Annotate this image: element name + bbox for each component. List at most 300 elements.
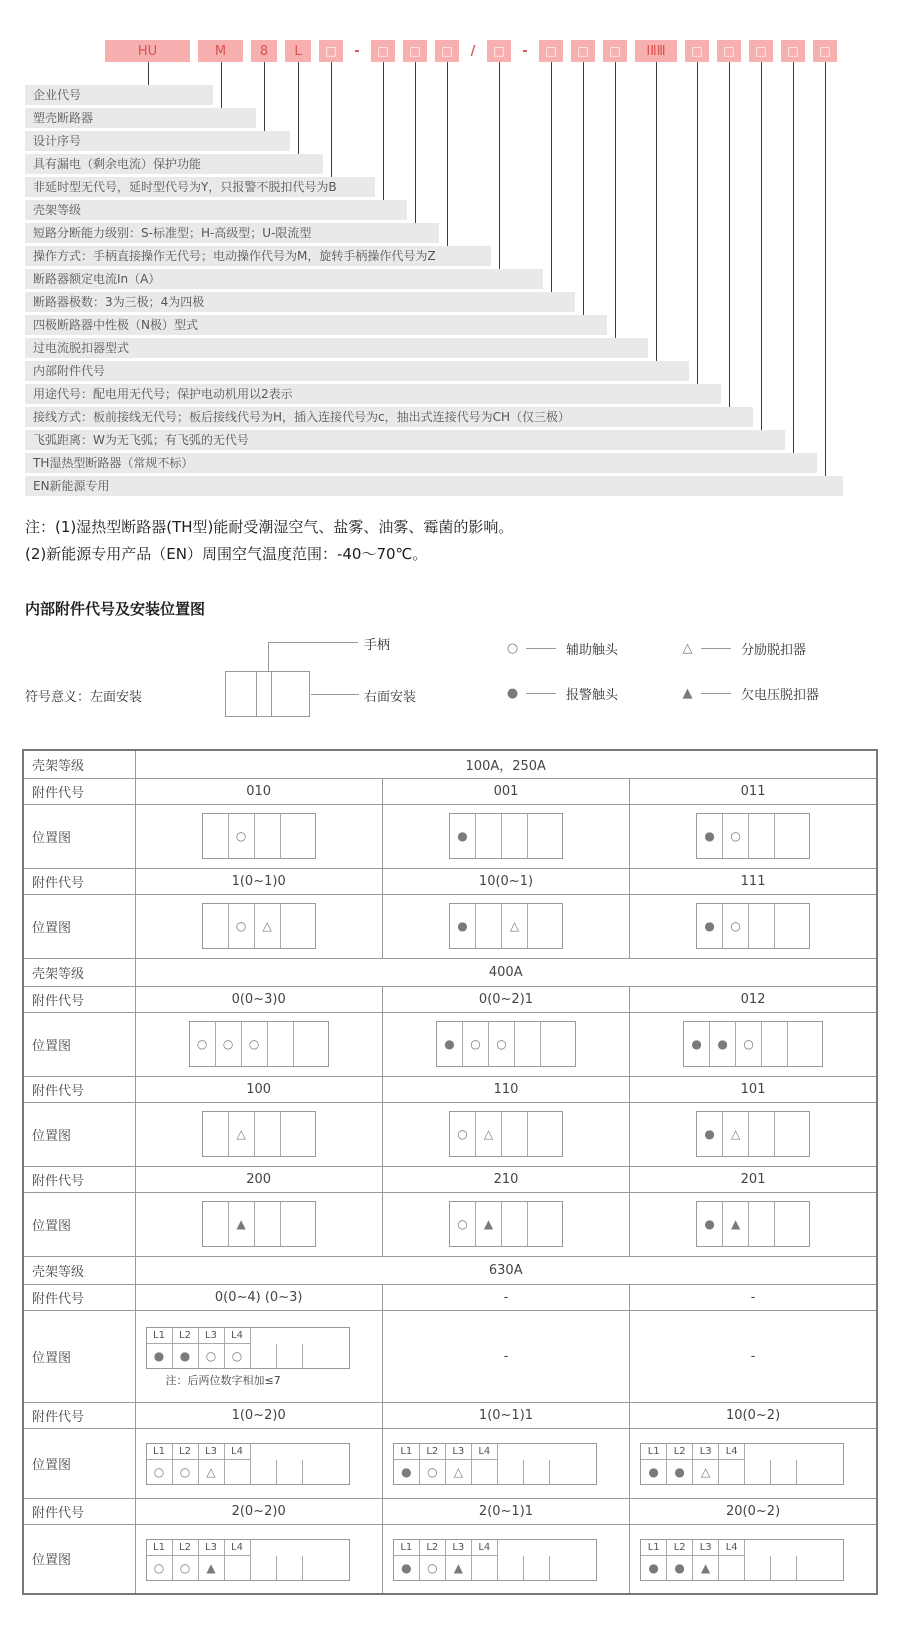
position-diagram-row: [23, 1102, 877, 1166]
position-diagram-cell: [382, 1102, 629, 1166]
accessory-symbol-cell: ○: [420, 1460, 446, 1484]
accessory-symbol-cell: [225, 1460, 251, 1484]
position-diagram-cell: [135, 1310, 382, 1402]
accessory-code-value: -: [630, 1284, 877, 1310]
row-header: 位置图: [23, 1102, 135, 1166]
shell-rating-value: 100A，250A: [135, 750, 877, 778]
legend-item: [680, 639, 806, 658]
connector-line: [825, 62, 826, 486]
diagram-filler: [251, 1444, 349, 1460]
model-code-placeholder: □: [685, 40, 709, 62]
pole-label: L3: [199, 1540, 225, 1556]
row-header: 位置图: [23, 1310, 135, 1402]
accessory-symbol-cell: [775, 1112, 809, 1156]
model-code-placeholder: □: [371, 40, 395, 62]
empty-symbol-cell: [251, 1460, 277, 1484]
position-diagram-cell: [382, 1192, 629, 1256]
pole-label: L1: [394, 1444, 420, 1460]
diagram-filler: [303, 1556, 349, 1580]
accessory-symbol-cell: △: [502, 904, 528, 948]
position-diagram-cell: [135, 1192, 382, 1256]
accessory-symbol-cell: [502, 1202, 528, 1246]
row-header: 位置图: [23, 1428, 135, 1498]
accessory-symbol-cell: [203, 814, 229, 858]
accessory-symbol-cell: [294, 1022, 328, 1066]
breaker-position-diagram: [696, 1111, 810, 1157]
accessory-code-row: [23, 1166, 877, 1192]
accessory-code-value: 1(0~1)0: [135, 868, 382, 894]
diagram-filler: [251, 1328, 349, 1344]
connector-line: [447, 62, 448, 256]
accessory-symbol-cell: [268, 1022, 294, 1066]
model-code-separator: -: [522, 43, 528, 59]
pole-label: L2: [420, 1444, 446, 1460]
diagram-symbol-row: [394, 1556, 596, 1580]
accessory-symbol-cell: ●: [394, 1460, 420, 1484]
position-diagram-cell: [382, 894, 629, 958]
empty-diagram-cell: -: [630, 1310, 877, 1402]
model-code-segment: M: [198, 40, 243, 62]
accessory-symbol-cell: ▲: [476, 1202, 502, 1246]
accessory-symbol-cell: ▲: [229, 1202, 255, 1246]
code-label-bar: 壳架等级: [25, 200, 407, 220]
diagram-header-row: [394, 1444, 596, 1460]
handle-connector-line: [268, 642, 269, 671]
pole-label: L2: [667, 1444, 693, 1460]
connector-line: [583, 62, 584, 325]
breaker-position-diagram: [393, 1443, 597, 1485]
code-label-bar: 非延时型无代号，延时型代号为Y，只报警不脱扣代号为B: [25, 177, 375, 197]
pole-label: L3: [693, 1540, 719, 1556]
auxiliary-contact-icon: ○: [506, 641, 519, 656]
accessory-symbol-cell: ●: [450, 904, 476, 948]
code-label-bar: 断路器额定电流In（A）: [25, 269, 543, 289]
breaker-divider-line: [256, 672, 257, 716]
row-header: 附件代号: [23, 778, 135, 804]
accessory-symbol-cell: ▲: [446, 1556, 472, 1580]
handle-label: 手柄: [364, 638, 391, 653]
accessory-code-value: 012: [630, 986, 877, 1012]
diagram-filler: [303, 1460, 349, 1484]
empty-symbol-cell: [745, 1460, 771, 1484]
code-label-bar: 用途代号：配电用无代号；保护电动机用以2表示: [25, 384, 721, 404]
accessory-symbol-cell: ○: [173, 1460, 199, 1484]
model-code-segment: 8: [251, 40, 277, 62]
accessory-code-value: 1(0~2)0: [135, 1402, 382, 1428]
code-label-bar: 操作方式：手柄直接操作无代号；电动操作代号为M，旋转手柄操作代号为Z: [25, 246, 491, 266]
accessory-symbol-cell: ○: [147, 1556, 173, 1580]
accessory-code-row: [23, 1076, 877, 1102]
accessory-symbol-cell: ○: [450, 1202, 476, 1246]
row-header: 位置图: [23, 1524, 135, 1594]
accessory-symbol-cell: [203, 1112, 229, 1156]
accessory-code-value: 100: [135, 1076, 382, 1102]
pole-label: L1: [147, 1540, 173, 1556]
model-code-placeholder: □: [403, 40, 427, 62]
accessory-symbol-cell: [749, 904, 775, 948]
accessory-symbol-cell: ○: [225, 1344, 251, 1368]
accessory-position-table: [22, 749, 878, 1595]
breaker-position-diagram: [146, 1539, 350, 1581]
accessory-symbol-cell: ▲: [199, 1556, 225, 1580]
accessory-symbol-cell: ○: [190, 1022, 216, 1066]
position-diagram-row: [23, 804, 877, 868]
accessory-symbol-cell: [502, 814, 528, 858]
pole-label: L3: [446, 1540, 472, 1556]
accessory-symbol-cell: [281, 1202, 315, 1246]
pole-label: L3: [199, 1444, 225, 1460]
note-line-1: 注：(1)湿热型断路器(TH型)能耐受潮湿空气、盐雾、油雾、霉菌的影响。: [25, 518, 514, 536]
diagram-filler: [745, 1540, 843, 1556]
accessory-code-row: [23, 986, 877, 1012]
accessory-code-row: [23, 1498, 877, 1524]
empty-symbol-cell: [498, 1556, 524, 1580]
connector-line: [793, 62, 794, 463]
connector-line: [331, 62, 332, 187]
accessory-symbol-cell: [719, 1460, 745, 1484]
shell-rating-row: [23, 1256, 877, 1284]
position-diagram-cell: [135, 1102, 382, 1166]
code-label-bar: 具有漏电（剩余电流）保护功能: [25, 154, 323, 174]
accessory-code-value: 0(0~3)0: [135, 986, 382, 1012]
accessory-symbol-cell: ○: [229, 904, 255, 948]
symbol-meaning-label: 符号意义：左面安装: [25, 690, 143, 705]
accessory-code-value: 0(0~2)1: [382, 986, 629, 1012]
model-code-placeholder: □: [487, 40, 511, 62]
row-header: 附件代号: [23, 1498, 135, 1524]
legend-item-label: 分励脱扣器: [741, 643, 807, 658]
accessory-symbol-cell: ○: [736, 1022, 762, 1066]
notes: [25, 514, 900, 568]
code-label-bar: 短路分断能力级别：S-标准型；H-高级型；U-限流型: [25, 223, 439, 243]
code-label-bar: 接线方式：板前接线无代号；板后接线代号为H，插入连接代号为c，抽出式连接代号为CH（仅三极）: [25, 407, 753, 427]
legend-item: [505, 684, 618, 703]
accessory-symbol-cell: ○: [216, 1022, 242, 1066]
right-side-connector-line: [311, 694, 359, 695]
accessory-code-value: 10(0~2): [630, 1402, 877, 1428]
accessory-symbol-cell: [203, 1202, 229, 1246]
accessory-symbol-cell: ●: [684, 1022, 710, 1066]
breaker-position-diagram: [146, 1443, 350, 1485]
breaker-position-diagram: [640, 1539, 844, 1581]
accessory-symbol-cell: ○: [229, 814, 255, 858]
section-title: 内部附件代号及安装位置图: [25, 600, 206, 618]
pole-label: L2: [173, 1328, 199, 1344]
accessory-symbol-cell: △: [723, 1112, 749, 1156]
accessory-symbol-cell: [541, 1022, 575, 1066]
empty-symbol-cell: [277, 1460, 303, 1484]
empty-symbol-cell: [524, 1556, 550, 1580]
diagram-symbol-row: [147, 1556, 349, 1580]
accessory-symbol-cell: [775, 904, 809, 948]
accessory-code-value: 111: [630, 868, 877, 894]
legend-item: [680, 684, 819, 703]
pole-label: L4: [225, 1444, 251, 1460]
connector-line: [697, 62, 698, 394]
connector-line: [656, 62, 657, 371]
diagram-symbol-row: [641, 1556, 843, 1580]
empty-symbol-cell: [498, 1460, 524, 1484]
pole-label: L4: [472, 1444, 498, 1460]
accessory-symbol-cell: [281, 904, 315, 948]
position-diagram-cell: [382, 1524, 629, 1594]
undervoltage-release-icon: ▲: [682, 686, 693, 701]
breaker-position-diagram: [696, 903, 810, 949]
accessory-symbol-cell: ●: [697, 904, 723, 948]
position-diagram-cell: [382, 1428, 629, 1498]
diagram-filler: [251, 1540, 349, 1556]
accessory-symbol-cell: ●: [147, 1344, 173, 1368]
pole-label: L2: [420, 1540, 446, 1556]
accessory-symbol-cell: ●: [697, 1202, 723, 1246]
accessory-symbol-cell: ○: [723, 814, 749, 858]
accessory-code-value: 20(0~2): [630, 1498, 877, 1524]
row-header: 壳架等级: [23, 1256, 135, 1284]
right-install-label: 右面安装: [364, 690, 417, 705]
breaker-position-diagram: [189, 1021, 329, 1067]
accessory-symbol-cell: △: [229, 1112, 255, 1156]
position-diagram-cell: [135, 1012, 382, 1076]
breaker-position-diagram: [683, 1021, 823, 1067]
accessory-symbol-cell: ○: [420, 1556, 446, 1580]
accessory-symbol-cell: ●: [641, 1556, 667, 1580]
empty-symbol-cell: [771, 1460, 797, 1484]
position-diagram-cell: [630, 1524, 877, 1594]
accessory-symbol-cell: ○: [463, 1022, 489, 1066]
accessory-symbol-cell: [255, 1202, 281, 1246]
model-code-placeholder: □: [571, 40, 595, 62]
accessory-symbol-cell: [225, 1556, 251, 1580]
pole-label: L4: [719, 1444, 745, 1460]
legend-item-label: 欠电压脱扣器: [741, 688, 820, 703]
accessory-symbol-cell: [775, 814, 809, 858]
accessory-symbol-cell: [775, 1202, 809, 1246]
empty-symbol-cell: [771, 1556, 797, 1580]
accessory-symbol-cell: [502, 1112, 528, 1156]
accessory-code-value: 10(0~1): [382, 868, 629, 894]
row-header: 附件代号: [23, 868, 135, 894]
diagram-filler: [303, 1344, 349, 1368]
accessory-symbol-cell: ●: [450, 814, 476, 858]
accessory-code-value: 200: [135, 1166, 382, 1192]
breaker-outline-diagram: [225, 671, 310, 717]
accessory-code-value: 001: [382, 778, 629, 804]
accessory-symbol-cell: ▲: [723, 1202, 749, 1246]
accessory-symbol-cell: ●: [437, 1022, 463, 1066]
row-header: 壳架等级: [23, 750, 135, 778]
position-diagram-cell: [630, 804, 877, 868]
row-header: 附件代号: [23, 1076, 135, 1102]
accessory-code-value: 101: [630, 1076, 877, 1102]
diagram-filler: [797, 1556, 843, 1580]
model-code-placeholder: □: [435, 40, 459, 62]
pole-label: L1: [641, 1444, 667, 1460]
empty-symbol-cell: [524, 1460, 550, 1484]
installation-legend: [0, 633, 900, 733]
accessory-code-value: 1(0~1)1: [382, 1402, 629, 1428]
accessory-symbol-cell: ○: [723, 904, 749, 948]
connector-line: [615, 62, 616, 348]
row-header: 附件代号: [23, 1402, 135, 1428]
legend-dash: [701, 648, 731, 649]
connector-line: [415, 62, 416, 233]
accessory-symbol-cell: ○: [489, 1022, 515, 1066]
model-code-separator: -: [354, 43, 360, 59]
diagram-symbol-row: [641, 1460, 843, 1484]
accessory-symbol-cell: [528, 904, 562, 948]
code-label-bar: 塑壳断路器: [25, 108, 256, 128]
pole-label: L1: [394, 1540, 420, 1556]
code-label-bar: TH湿热型断路器（常规不标）: [25, 453, 817, 473]
accessory-symbol-cell: △: [693, 1460, 719, 1484]
code-label-bar: 过电流脱扣器型式: [25, 338, 648, 358]
diagram-filler: [498, 1540, 596, 1556]
accessory-code-value: 2(0~2)0: [135, 1498, 382, 1524]
legend-dash: [526, 648, 556, 649]
accessory-symbol-cell: [762, 1022, 788, 1066]
position-diagram-row: [23, 1310, 877, 1402]
row-header: 附件代号: [23, 986, 135, 1012]
shell-rating-value: 400A: [135, 958, 877, 986]
code-label-bar: 飞弧距离：W为无飞弧；有飞弧的无代号: [25, 430, 785, 450]
pole-label: L2: [173, 1540, 199, 1556]
code-label-bar: EN新能源专用: [25, 476, 843, 496]
breaker-position-diagram: [393, 1539, 597, 1581]
breaker-position-diagram: [696, 813, 810, 859]
legend-dash: [526, 693, 556, 694]
accessory-symbol-cell: ●: [394, 1556, 420, 1580]
legend-dash: [701, 693, 731, 694]
accessory-code-value: 201: [630, 1166, 877, 1192]
model-code-segment: HU: [105, 40, 190, 62]
legend-item: [505, 639, 618, 658]
diagram-symbol-row: [147, 1344, 349, 1368]
breaker-position-diagram: [640, 1443, 844, 1485]
position-diagram-cell: [630, 1012, 877, 1076]
accessory-symbol-cell: ●: [641, 1460, 667, 1484]
accessory-symbol-cell: [528, 814, 562, 858]
diagram-header-row: [147, 1444, 349, 1460]
pole-label: L4: [225, 1540, 251, 1556]
position-diagram-row: [23, 1192, 877, 1256]
model-code-placeholder: □: [781, 40, 805, 62]
accessory-code-value: 210: [382, 1166, 629, 1192]
accessory-symbol-cell: ●: [667, 1460, 693, 1484]
connector-line: [383, 62, 384, 210]
diagram-filler: [745, 1444, 843, 1460]
diagram-symbol-row: [394, 1460, 596, 1484]
row-header: 附件代号: [23, 1166, 135, 1192]
accessory-symbol-cell: △: [446, 1460, 472, 1484]
position-diagram-cell: [630, 1192, 877, 1256]
accessory-code-value: 011: [630, 778, 877, 804]
position-diagram-cell: [630, 894, 877, 958]
connector-line: [551, 62, 552, 302]
breaker-position-diagram: [202, 1111, 316, 1157]
breaker-position-diagram: [449, 813, 563, 859]
breaker-position-diagram: [146, 1327, 350, 1369]
code-label-bar: 设计序号: [25, 131, 290, 151]
legend-item-label: 报警触头: [566, 688, 619, 703]
code-label-bar: 断路器极数：3为三极；4为四极: [25, 292, 575, 312]
position-diagram-cell: [135, 804, 382, 868]
position-diagram-cell: [382, 1012, 629, 1076]
pole-label: L1: [147, 1444, 173, 1460]
accessory-symbol-cell: [255, 814, 281, 858]
position-diagram-cell: [135, 894, 382, 958]
accessory-symbol-cell: [255, 1112, 281, 1156]
position-diagram-cell: [135, 1524, 382, 1594]
accessory-symbol-cell: ●: [697, 1112, 723, 1156]
model-code-placeholder: □: [813, 40, 837, 62]
accessory-symbol-cell: [749, 1112, 775, 1156]
model-code-placeholder: □: [319, 40, 343, 62]
breaker-position-diagram: [449, 1201, 563, 1247]
model-code-segment: L: [285, 40, 311, 62]
diagram-header-row: [147, 1540, 349, 1556]
model-code-placeholder: □: [717, 40, 741, 62]
accessory-symbol-cell: ○: [173, 1556, 199, 1580]
accessory-symbol-cell: ●: [667, 1556, 693, 1580]
empty-symbol-cell: [277, 1344, 303, 1368]
shunt-release-icon: △: [682, 641, 693, 656]
model-code-placeholder: □: [539, 40, 563, 62]
breaker-divider-line: [271, 672, 272, 716]
empty-symbol-cell: [251, 1344, 277, 1368]
accessory-symbol-cell: [788, 1022, 822, 1066]
row-header: 附件代号: [23, 1284, 135, 1310]
breaker-position-diagram: [436, 1021, 576, 1067]
accessory-code-value: 0(0~4) (0~3): [135, 1284, 382, 1310]
position-diagram-row: [23, 1428, 877, 1498]
pole-label: L2: [667, 1540, 693, 1556]
accessory-code-row: [23, 868, 877, 894]
empty-symbol-cell: [745, 1556, 771, 1580]
accessory-code-value: 010: [135, 778, 382, 804]
connector-line: [298, 62, 299, 164]
accessory-symbol-cell: [281, 1112, 315, 1156]
accessory-symbol-cell: [476, 814, 502, 858]
shell-rating-row: [23, 958, 877, 986]
code-label-bar: 内部附件代号: [25, 361, 689, 381]
accessory-symbol-cell: [528, 1112, 562, 1156]
model-code-segment: ⅠⅡⅢ: [635, 40, 677, 62]
diagram-symbol-row: [147, 1460, 349, 1484]
accessory-symbol-cell: ○: [450, 1112, 476, 1156]
alarm-contact-icon: ●: [506, 686, 519, 701]
accessory-code-value: 110: [382, 1076, 629, 1102]
accessory-symbol-cell: ●: [173, 1344, 199, 1368]
shell-rating-row: [23, 750, 877, 778]
accessory-symbol-cell: ●: [697, 814, 723, 858]
position-diagram-cell: [630, 1102, 877, 1166]
accessory-symbol-cell: △: [476, 1112, 502, 1156]
code-label-bar: 四极断路器中性极（N极）型式: [25, 315, 607, 335]
accessory-symbol-cell: [472, 1460, 498, 1484]
handle-connector-line: [268, 642, 358, 643]
diagram-header-row: [147, 1328, 349, 1344]
diagram-note: 注：后两位数字相加≤7: [165, 1373, 281, 1387]
pole-label: L3: [693, 1444, 719, 1460]
model-code-separator: /: [470, 43, 476, 59]
position-diagram-row: [23, 894, 877, 958]
connector-line: [264, 62, 265, 141]
breaker-position-diagram: [202, 813, 316, 859]
pole-label: L2: [173, 1444, 199, 1460]
breaker-position-diagram: [449, 903, 563, 949]
diagram-header-row: [641, 1444, 843, 1460]
accessory-symbol-cell: ▲: [693, 1556, 719, 1580]
